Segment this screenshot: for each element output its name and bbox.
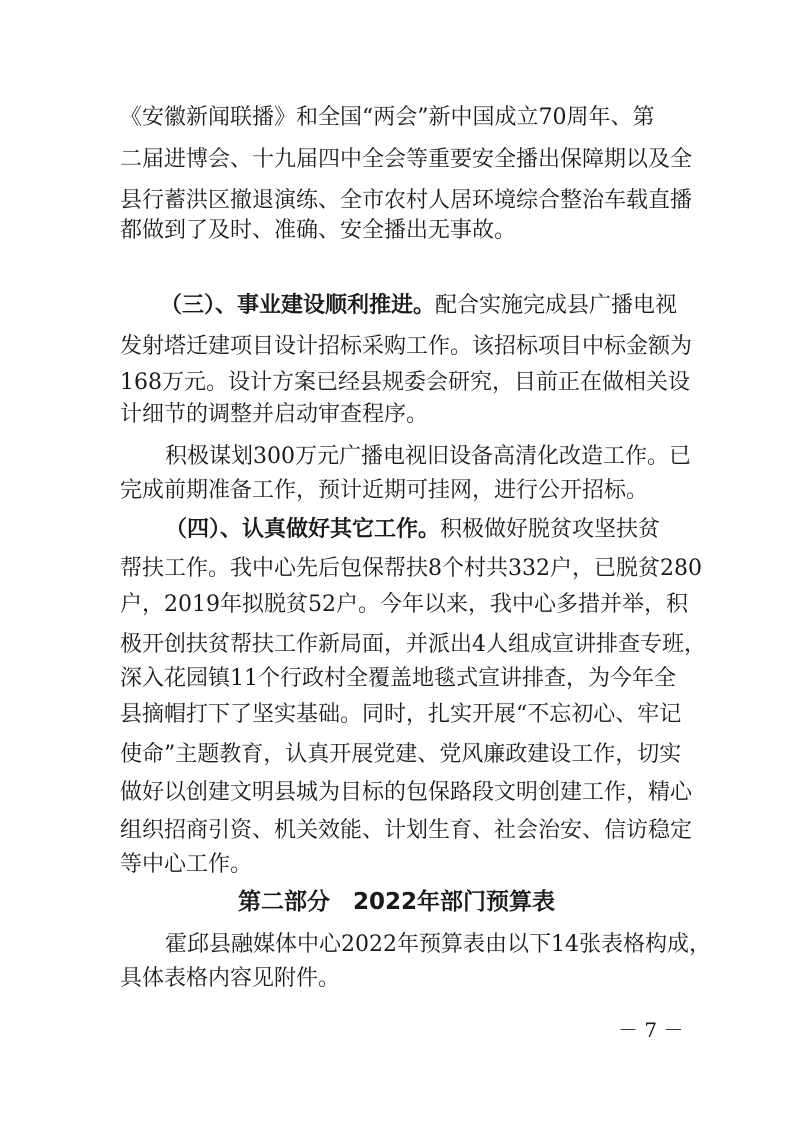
part-2-heading: 第二部分 2022年部门预算表 xyxy=(237,889,555,915)
section-4-first-line xyxy=(165,512,660,546)
body-text-line: 深入花园镇11个行政村全覆盖地毯式宣讲排查，为今年全 xyxy=(120,666,676,691)
section-3-heading: （三）、事业建设顺利推进。 xyxy=(160,292,436,318)
section-4-text: 积极做好脱贫攻坚扶贫 xyxy=(440,517,661,542)
body-text-line: 发射塔迁建项目设计招标采购工作。该招标项目中标金额为 xyxy=(120,334,693,359)
body-text-line: 计细节的调整并启动审查程序。 xyxy=(120,402,429,427)
body-text-line: 积极谋划300万元广播电视旧设备高清化改造工作。已 xyxy=(165,444,691,469)
body-text-line: 二届进博会、十九届四中全会等重要安全播出保障期以及全 xyxy=(120,147,693,172)
body-text-line: 做好以创建文明县城为目标的包保路段文明创建工作，精心 xyxy=(120,780,693,805)
body-text-line: 组织招商引资、机关效能、计划生育、社会治安、信访稳定 xyxy=(120,818,693,843)
body-text-line: 等中心工作。 xyxy=(120,852,253,877)
body-text-line: 户，2019年拟脱贫52户。今年以来，我中心多措并举，积 xyxy=(120,592,688,617)
body-text-line: 极开创扶贫帮扶工作新局面，并派出4人组成宣讲排查专班， xyxy=(120,632,706,657)
body-text-line: 《安徽新闻联播》和全国“两会”新中国成立70周年、第 xyxy=(120,105,655,130)
body-text-line: 具体表格内容见附件。 xyxy=(120,966,341,991)
section-3-first-line xyxy=(160,288,677,322)
body-text-line: 168万元。设计方案已经县规委会研究，目前正在做相关设 xyxy=(120,370,690,395)
section-4-heading: （四）、认真做好其它工作。 xyxy=(165,516,441,542)
page-number: － 7 － xyxy=(618,1018,684,1042)
body-text-line: 都做到了及时、准确、安全播出无事故。 xyxy=(120,218,517,243)
section-3-text: 配合实施完成县广播电视 xyxy=(435,293,678,318)
body-text-line: 县摘帽打下了坚实基础。同时，扎实开展“不忘初心、牢记 xyxy=(120,702,682,727)
body-text-line: 帮扶工作。我中心先后包保帮扶8个村共332户，已脱贫280 xyxy=(120,556,702,581)
body-text-line: 使命”主题教育，认真开展党建、党风廉政建设工作，切实 xyxy=(120,742,682,767)
body-text-line: 县行蓄洪区撤退演练、全市农村人居环境综合整治车载直播 xyxy=(120,188,693,213)
body-text-line: 完成前期准备工作，预计近期可挂网，进行公开招标。 xyxy=(120,478,649,503)
body-text-line: 霍邱县融媒体中心2022年预算表由以下14张表格构成， xyxy=(165,932,711,957)
